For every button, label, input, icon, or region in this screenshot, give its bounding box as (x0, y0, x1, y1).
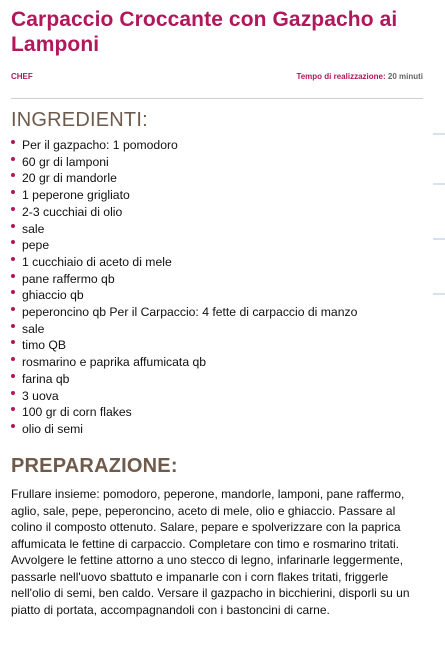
ingredient-item: ghiaccio qb (11, 287, 421, 304)
ingredient-item: farina qb (11, 371, 421, 388)
ingredient-item: timo QB (11, 337, 421, 354)
recipe-title: Carpaccio Croccante con Gazpacho ai Lamponi (11, 8, 398, 56)
ingredient-item: 20 gr di mandorle (11, 170, 421, 187)
ingredient-item: pane raffermo qb (11, 271, 421, 288)
ingredient-item: sale (11, 321, 421, 338)
ingredient-item: 2-3 cucchiai di olio (11, 204, 421, 221)
ingredient-item: 60 gr di lamponi (11, 154, 421, 171)
ingredient-item: Per il gazpacho: 1 pomodoro (11, 137, 421, 154)
ingredient-item: sale (11, 221, 421, 238)
recipe-meta (11, 72, 423, 86)
ingredient-item: 100 gr di corn flakes (11, 404, 421, 421)
ingredient-item: olio di semi (11, 421, 421, 438)
preparation-text: Frullare insieme: pomodoro, peperone, mandorle, lamponi, pane raffermo, aglio, sale, pepe, peperoncino, aceto di mele, olio e ghiaccio. Passare al colino il composto ottenuto. Salare, pepare e spolverizzare con la paprica affumicata le fettine di carpaccio. Completare con timo e rosmarino tritati. Avvolgere le fettine attorno a uno stecco di legno, infarinarle leggermente, passarle nell'uovo sbattuto e impanarle con i corn flakes tritati, friggerle nell'olio di semi, ben caldo. Versare il gazpacho in bicchierini, disporli su un piatto di portata, accompagnandoli con i bastoncini di carne. (11, 487, 410, 617)
edge-divider (433, 293, 445, 295)
ingredient-item: pepe (11, 237, 421, 254)
time-label: Tempo di realizzazione: (296, 72, 386, 81)
ingredient-item: 1 peperone grigliato (11, 187, 421, 204)
edge-divider (433, 133, 445, 135)
ingredients-heading: INGREDIENTI: (11, 109, 148, 131)
edge-divider (433, 183, 445, 185)
ingredients-list (11, 137, 421, 438)
section-divider (11, 98, 423, 99)
ingredient-item: peperoncino qb Per il Carpaccio: 4 fette di carpaccio di manzo (11, 304, 421, 321)
right-edge-panel (431, 0, 445, 651)
ingredient-item: 3 uova (11, 388, 421, 405)
ingredient-item: rosmarino e paprika affumicata qb (11, 354, 421, 371)
edge-divider (433, 238, 445, 240)
preparation-time (296, 72, 423, 82)
chef-label: CHEF (11, 72, 33, 81)
ingredient-item: 1 cucchiaio di aceto di mele (11, 254, 421, 271)
time-value: 20 minuti (387, 72, 423, 81)
preparation-heading: PREPARAZIONE: (11, 455, 178, 477)
